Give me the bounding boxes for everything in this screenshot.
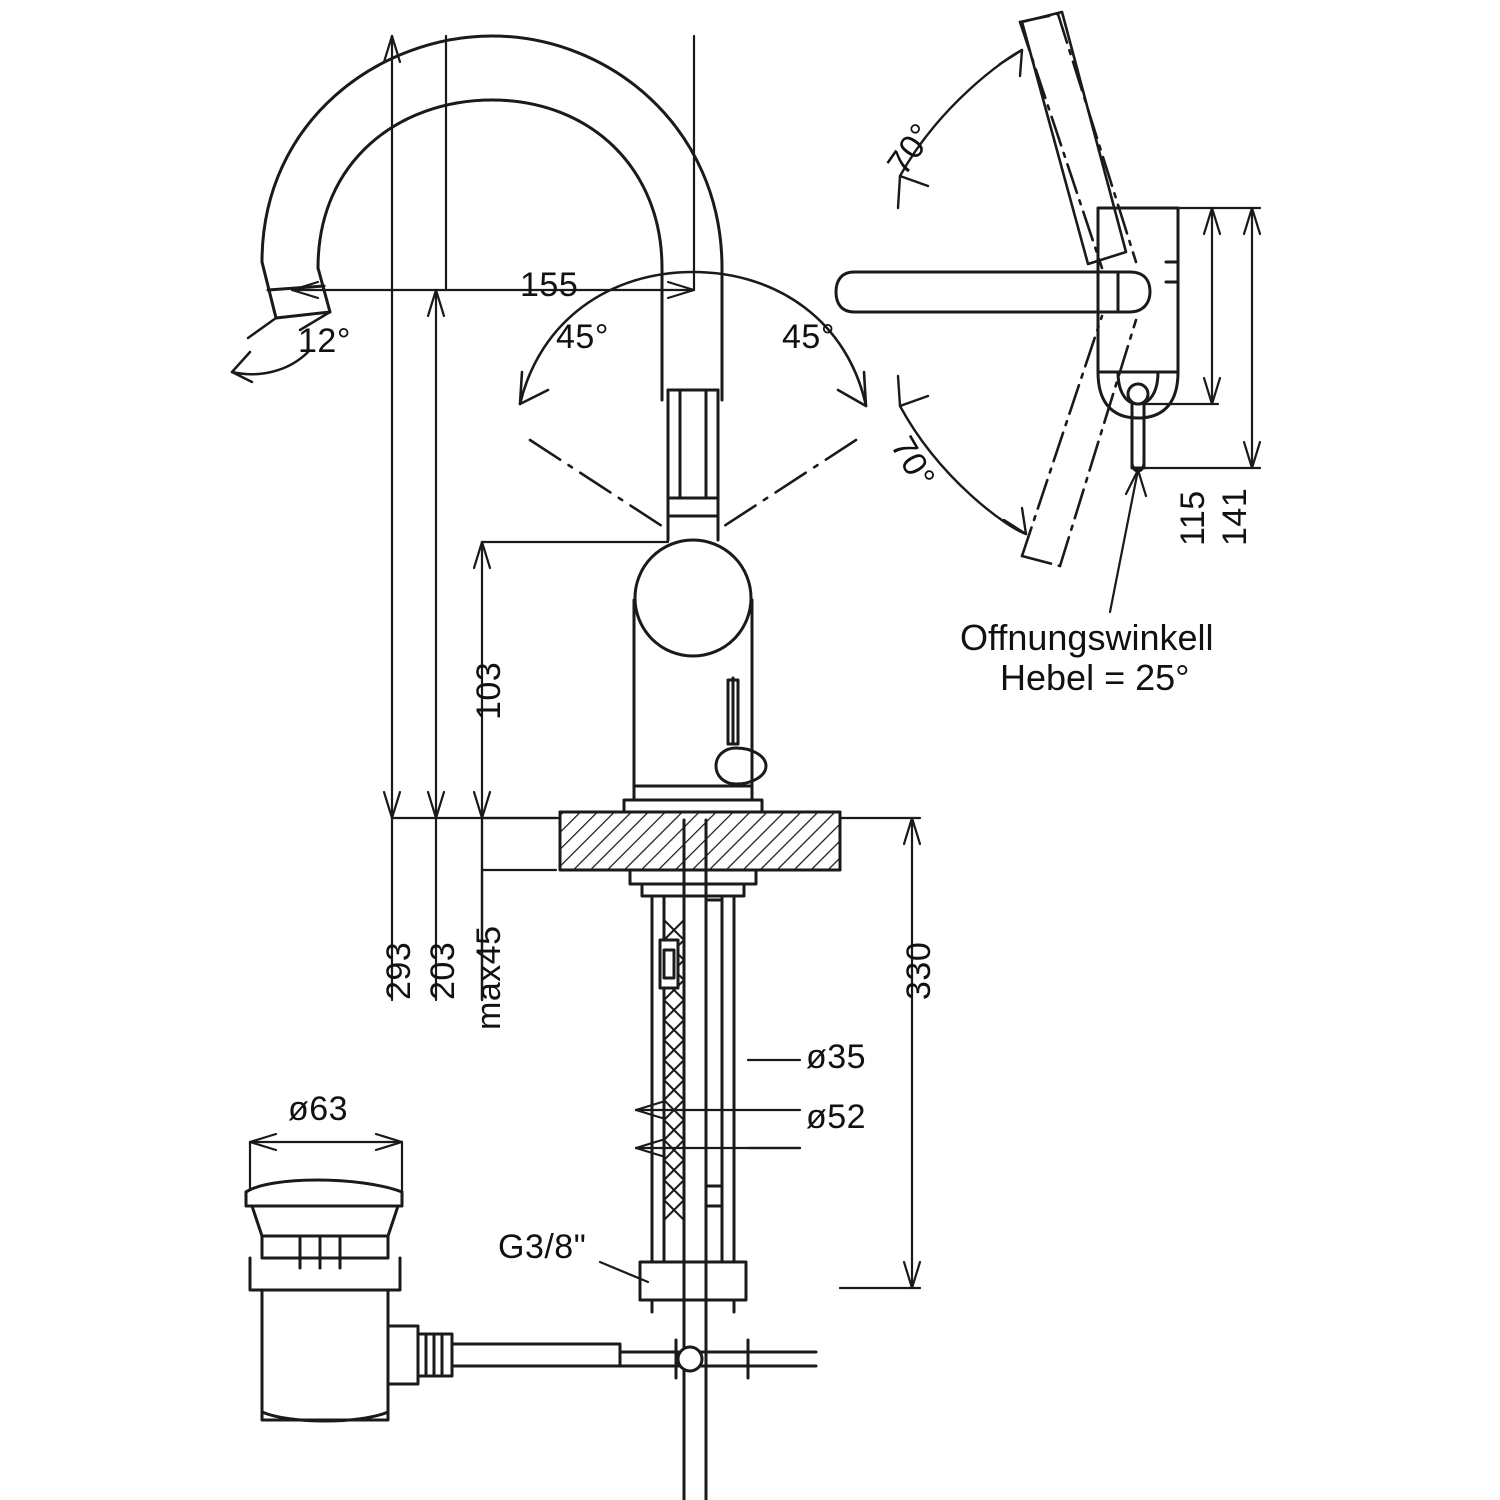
side-view bbox=[836, 208, 1178, 471]
dim-label-lever-down-angle: 70° bbox=[883, 430, 943, 495]
dim-label-spout-height: 203 bbox=[424, 941, 462, 1000]
dim-label-handle-height: 103 bbox=[470, 661, 508, 720]
dim-label-swivel-right: 45° bbox=[782, 318, 835, 356]
dim-label-max-deck-thickness: max45 bbox=[470, 925, 508, 1030]
pop-up-rod bbox=[620, 1340, 816, 1378]
dim-label-total-height: 293 bbox=[380, 941, 418, 1000]
lever-down-dashed bbox=[1022, 316, 1136, 566]
dim-label-lever-up-angle: 70° bbox=[880, 116, 942, 182]
dim-label-swivel-left: 45° bbox=[556, 318, 609, 356]
dim-label-height-141: 141 bbox=[1216, 487, 1254, 546]
dim-label-spout-reach: 155 bbox=[520, 266, 579, 304]
dim-label-waste-flange-diameter: ø63 bbox=[288, 1090, 349, 1128]
waste-assembly bbox=[246, 1180, 620, 1421]
dim-label-hole-diameter: ø35 bbox=[806, 1038, 867, 1076]
dim-label-shank-length: 330 bbox=[900, 941, 938, 1000]
dimension-lines-side bbox=[1144, 208, 1260, 468]
dim-label-spout-tilt-angle: 12° bbox=[298, 322, 351, 360]
shank-assembly bbox=[630, 820, 756, 1500]
dim-label-base-diameter: ø52 bbox=[806, 1098, 867, 1136]
counter-deck bbox=[560, 786, 840, 870]
opening-angle-note-line1: Offnungswinkell bbox=[960, 617, 1214, 658]
opening-angle-note-line2: Hebel = 25° bbox=[1000, 657, 1190, 698]
opening-angle-leader bbox=[1110, 470, 1146, 612]
swivel-right-dashline bbox=[718, 440, 856, 530]
dim-label-height-115: 115 bbox=[1174, 490, 1212, 546]
dim-label-thread-size: G3/8" bbox=[498, 1228, 587, 1266]
lever-dashed-positions bbox=[1022, 12, 1126, 264]
mixer-body bbox=[634, 390, 766, 812]
swivel-left-dashline bbox=[530, 440, 668, 530]
